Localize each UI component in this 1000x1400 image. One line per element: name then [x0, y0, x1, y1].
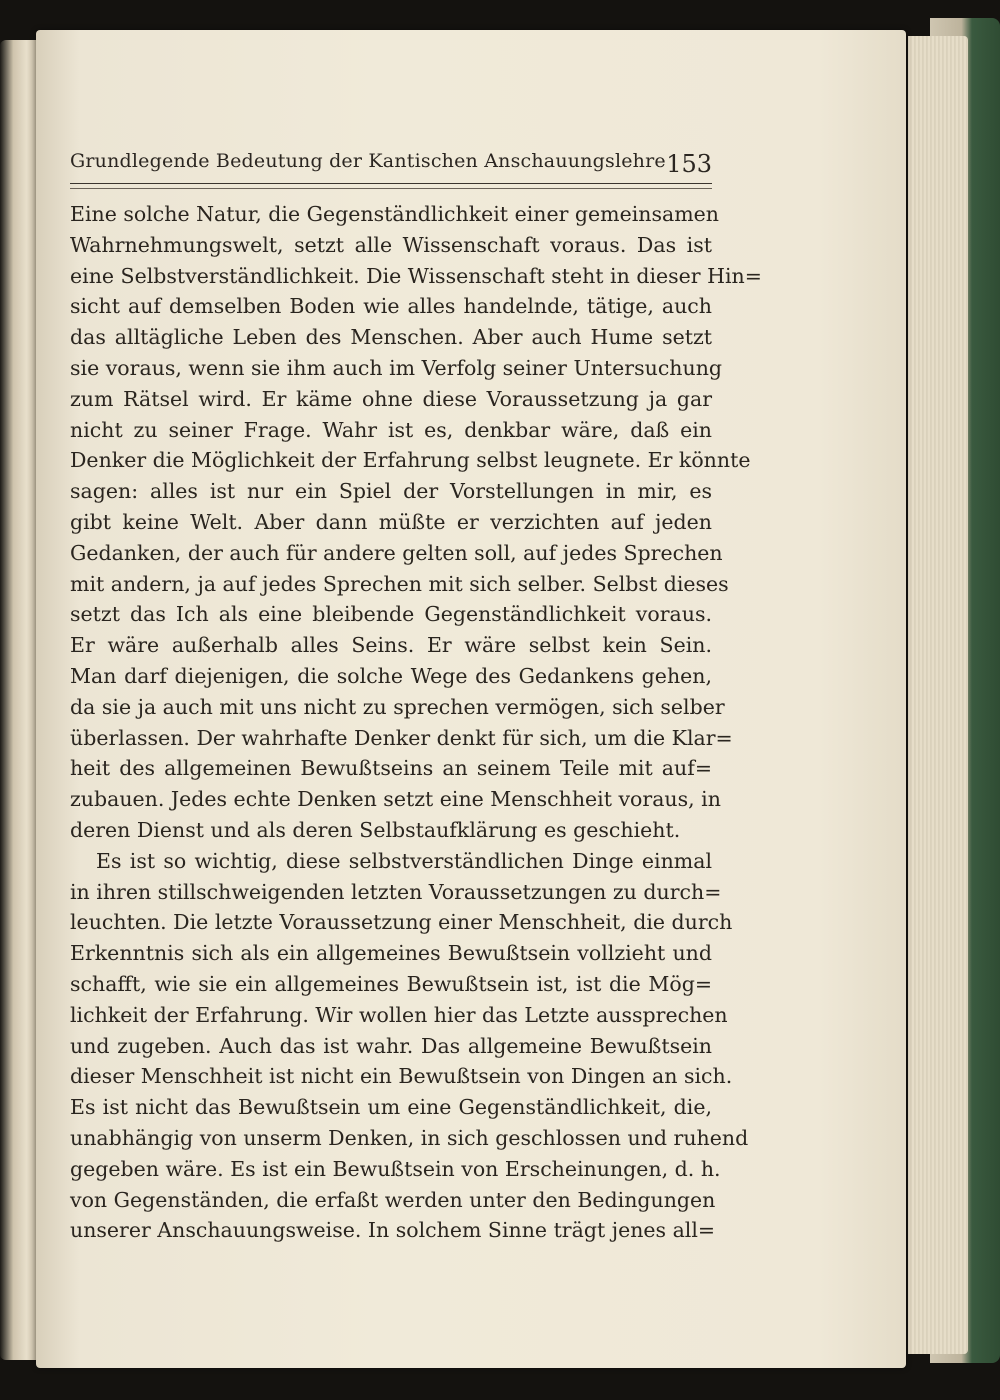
text-line: dieser Menschheit ist nicht ein Bewußtsein von Dingen an sich. [70, 1064, 733, 1089]
text-line: nicht zu seiner Frage. Wahr ist es, denkbar wäre, daß ein [70, 417, 712, 442]
text-line: zubauen. Jedes echte Denken setzt eine Menschheit voraus, in [70, 787, 721, 812]
paragraph-start-line: Es ist so wichtig, diese selbstverständlichen Dinge einmal [96, 848, 712, 873]
body-text [70, 199, 762, 1246]
text-line: Erkenntnis sich als ein allgemeines Bewußtsein vollzieht und [70, 941, 712, 966]
text-line: sicht auf demselben Boden wie alles handelnde, tätige, auch [70, 294, 712, 319]
text-line: mit andern, ja auf jedes Sprechen mit sich selber. Selbst dieses [70, 571, 729, 596]
text-line: das alltägliche Leben des Menschen. Aber auch Hume setzt [70, 325, 712, 350]
text-line: von Gegenständen, die erfaßt werden unter den Bedingungen [70, 1187, 716, 1212]
text-line: leuchten. Die letzte Voraussetzung einer Menschheit, die durch [70, 910, 733, 935]
text-line: heit des allgemeinen Bewußtseins an seinem Teile mit auf= [70, 756, 712, 781]
header-rule [70, 183, 712, 184]
text-line: zum Rätsel wird. Er käme ohne diese Voraussetzung ja gar [70, 386, 712, 411]
text-line: unabhängig von unserm Denken, in sich geschlossen und ruhend [70, 1125, 749, 1150]
text-line: sie voraus, wenn sie ihm auch im Verfolg seiner Untersuchung [70, 355, 723, 380]
text-line: setzt das Ich als eine bleibende Gegenständlichkeit voraus. [70, 602, 712, 627]
paragraph-end-line: deren Dienst und als deren Selbstaufklärung es geschieht. [70, 817, 681, 842]
text-line: eine Selbstverständlichkeit. Die Wissenschaft steht in dieser Hin= [70, 263, 762, 288]
text-line: Gedanken, der auch für andere gelten soll, auf jedes Sprechen [70, 540, 723, 565]
text-line: schafft, wie sie ein allgemeines Bewußtsein ist, ist die Mög= [70, 971, 712, 996]
text-line: Er wäre außerhalb alles Seins. Er wäre selbst kein Sein. [70, 633, 712, 658]
text-line: Eine solche Natur, die Gegenständlichkeit einer gemeinsamen [70, 202, 720, 226]
text-line: gibt keine Welt. Aber dann müßte er verzichten auf jeden [70, 509, 712, 534]
book-left-page-edge [0, 40, 38, 1360]
text-line: überlassen. Der wahrhafte Denker denkt für sich, um die Klar= [70, 725, 733, 750]
text-line: unserer Anschauungsweise. In solchem Sinne trägt jenes all= [70, 1218, 716, 1243]
text-line: Wahrnehmungswelt, setzt alle Wissenschaft voraus. Das ist [70, 232, 712, 257]
text-line: sagen: alles ist nur ein Spiel der Vorstellungen in mir, es [70, 479, 712, 504]
header-rule-thin [70, 188, 712, 189]
page-header [70, 124, 712, 178]
running-head: Grundlegende Bedeutung der Kantischen Anschauungslehre [70, 150, 666, 172]
page-number: 153 [666, 150, 712, 178]
text-line: in ihren stillschweigenden letzten Voraussetzungen zu durch= [70, 879, 722, 904]
text-line: gegeben wäre. Es ist ein Bewußtsein von Erscheinungen, d. h. [70, 1156, 721, 1181]
text-line: da sie ja auch mit uns nicht zu sprechen vermögen, sich selber [70, 694, 725, 719]
text-line: lichkeit der Erfahrung. Wir wollen hier das Letzte aussprechen [70, 1002, 728, 1027]
page-stack-edge [908, 36, 968, 1354]
text-line: und zugeben. Auch das ist wahr. Das allgemeine Bewußtsein [70, 1033, 712, 1058]
text-line: Man darf diejenigen, die solche Wege des Gedankens gehen, [70, 663, 712, 688]
text-line: Denker die Möglichkeit der Erfahrung selbst leugnete. Er könnte [70, 448, 751, 473]
text-line: Es ist nicht das Bewußtsein um eine Gegenständlichkeit, die, [70, 1095, 712, 1120]
